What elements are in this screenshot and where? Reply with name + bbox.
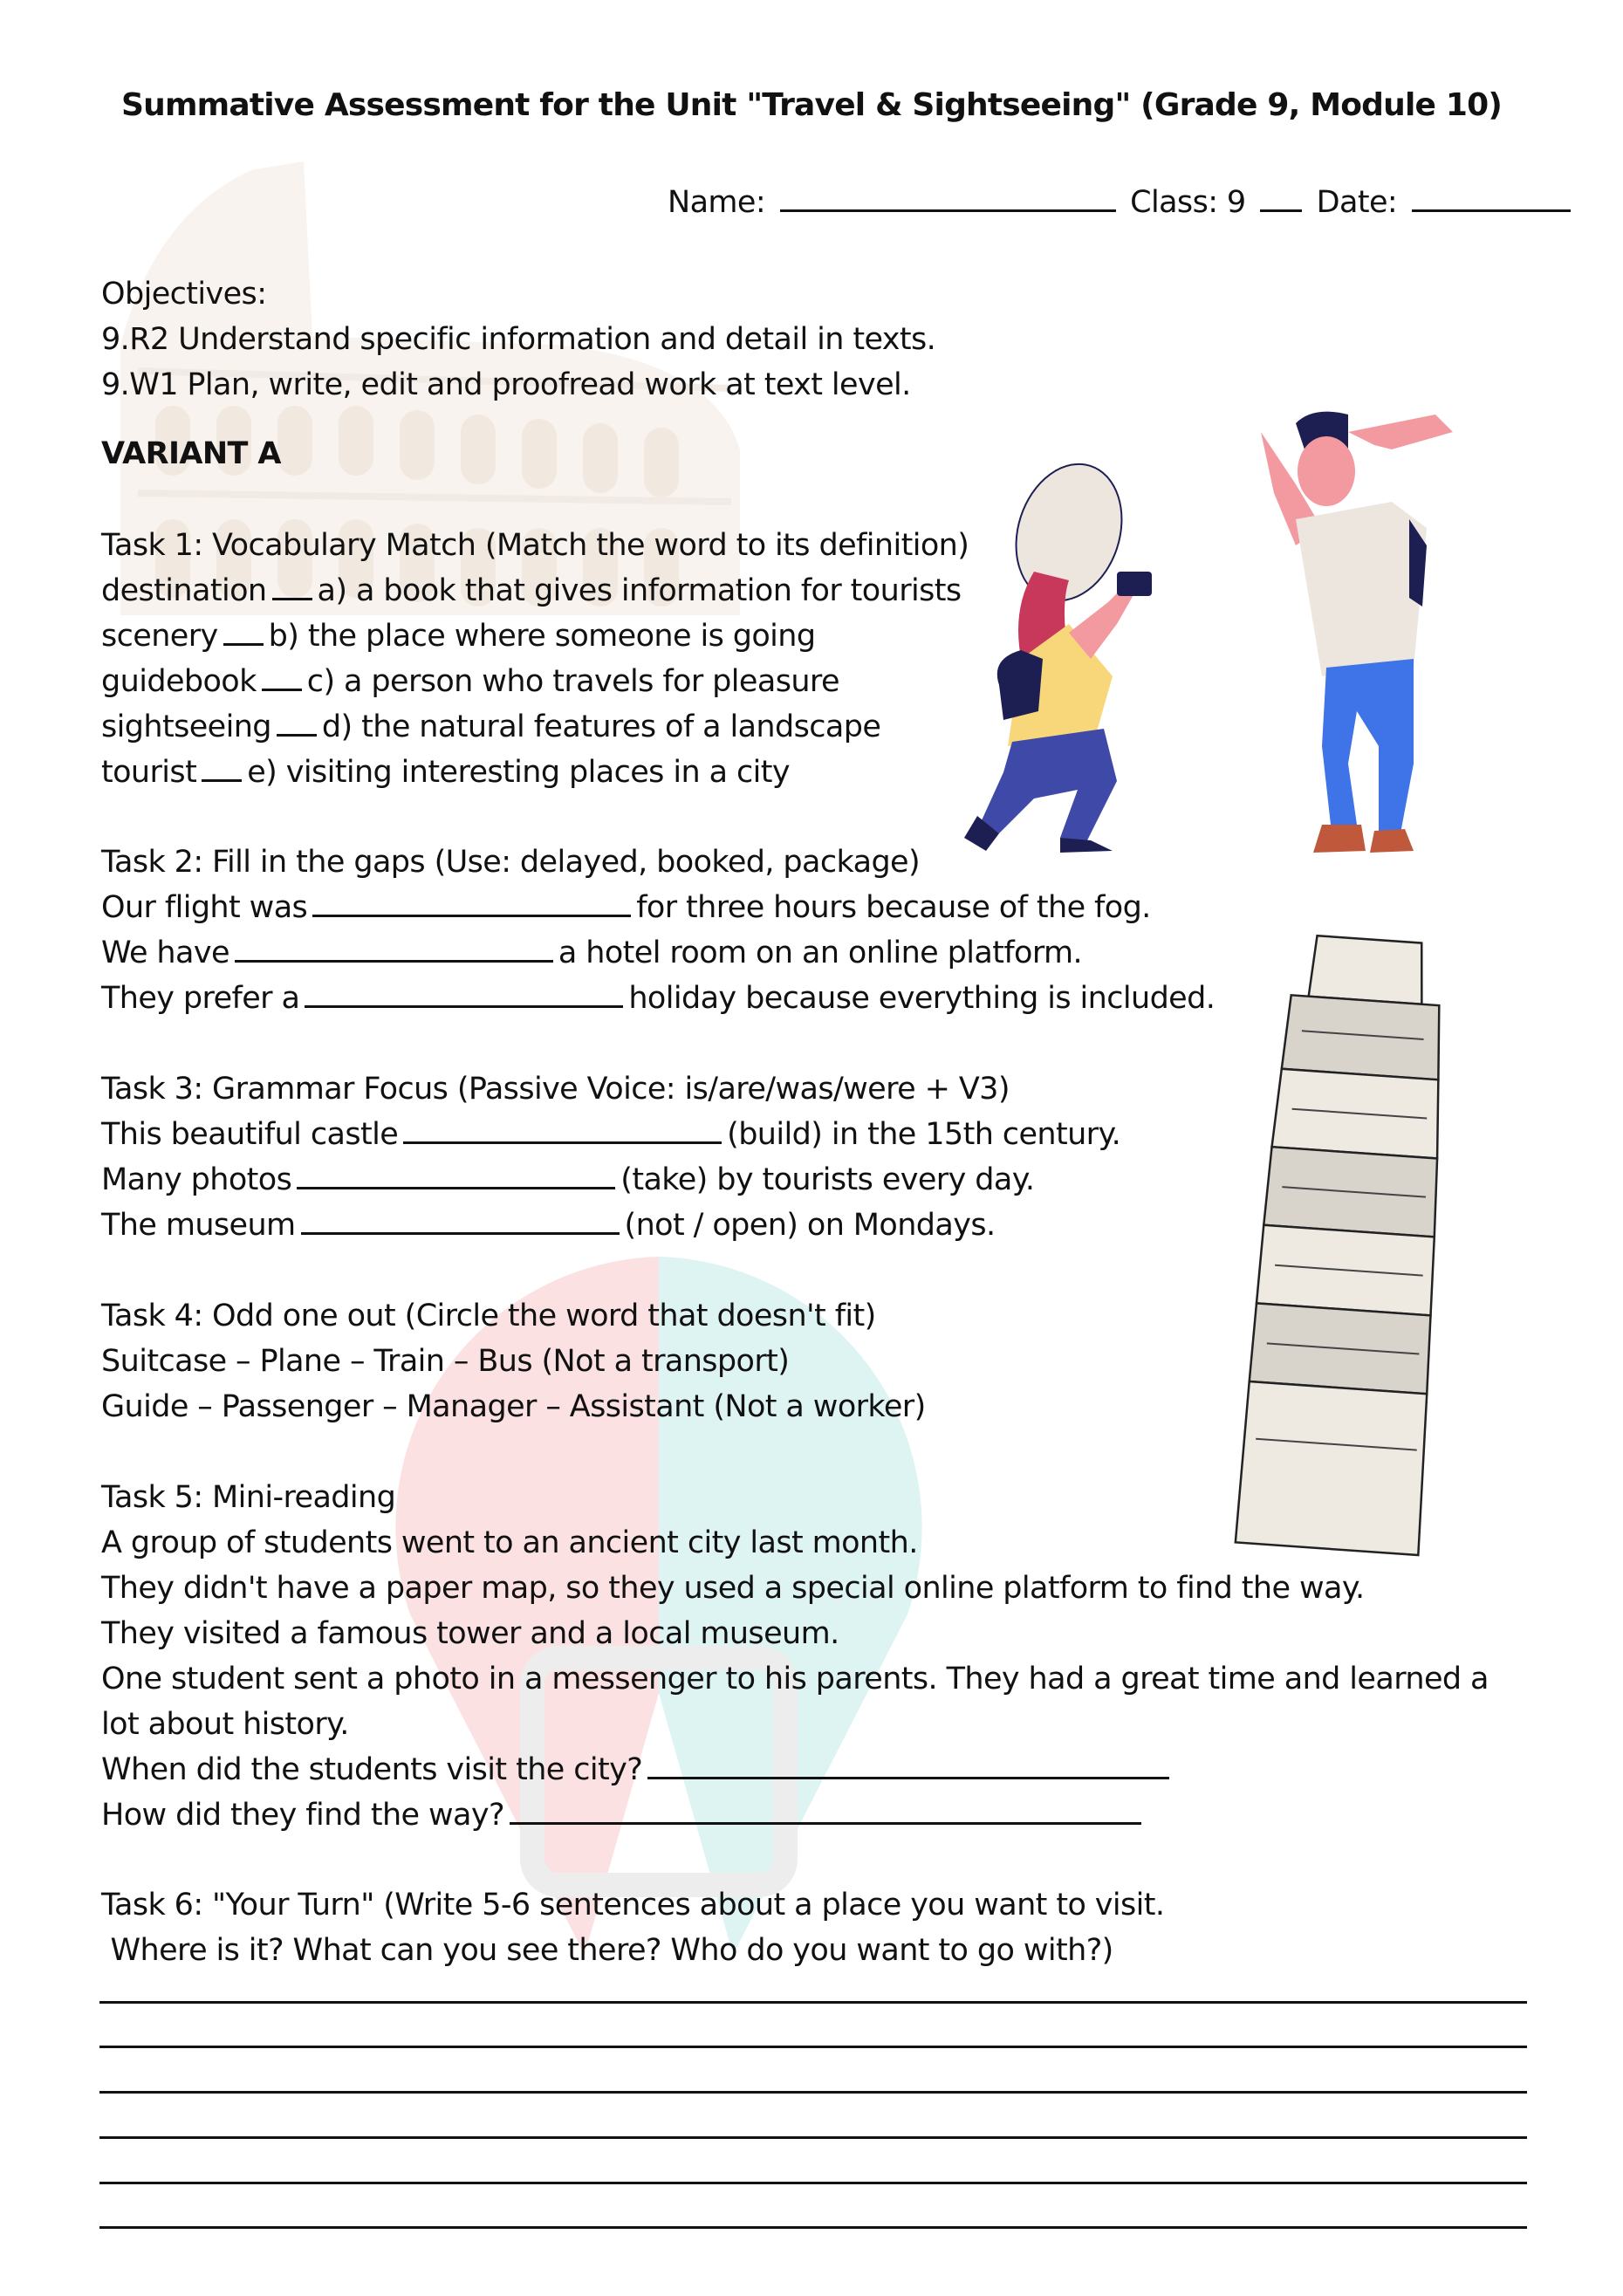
sentence-end: holiday because everything is included. [628, 981, 1216, 1016]
sentence-end: for three hours because of the fog. [636, 890, 1151, 925]
sentence-start: Many photos [101, 1162, 292, 1197]
task4-heading: Task 4: Odd one out (Circle the word that doesn't fit) [101, 1299, 876, 1333]
task1-definition: a) a book that gives information for tourists [317, 573, 962, 608]
task3-row [101, 1112, 1120, 1157]
tourists-illustration [938, 397, 1496, 868]
gap-blank[interactable] [403, 1112, 722, 1144]
name-label: Name: [668, 185, 766, 220]
task6-heading: Task 6: "Your Turn" (Write 5-6 sentences about a place you want to visit. [101, 1888, 1165, 1922]
man-posing-figure [1261, 412, 1453, 853]
student-info-row [668, 180, 1576, 225]
woman-photographer-figure [964, 450, 1152, 853]
reading-line: They didn't have a paper map, so they used a special online platform to find the way. [101, 1571, 1365, 1606]
sentence-start: Our flight was [101, 890, 308, 925]
variant-label: VARIANT A [101, 436, 281, 471]
writing-line[interactable] [99, 2182, 1527, 2184]
reading-line: lot about history. [101, 1707, 349, 1742]
writing-line[interactable] [99, 2001, 1527, 2004]
date-label: Date: [1316, 185, 1398, 220]
task1-definition: d) the natural features of a landscape [321, 709, 881, 744]
sentence-end: (build) in the 15th century. [727, 1117, 1121, 1152]
sentence-start: This beautiful castle [101, 1117, 399, 1152]
task1-row [101, 704, 880, 750]
task1-row [101, 613, 815, 659]
task1-heading: Task 1: Vocabulary Match (Match the word to its definition) [101, 528, 969, 563]
answer-blank[interactable] [510, 1792, 1141, 1825]
task1-word: destination [101, 573, 267, 608]
task1-word: scenery [101, 619, 218, 654]
writing-line[interactable] [99, 2136, 1527, 2139]
objectives-heading: Objectives: [101, 277, 267, 312]
task3-heading: Task 3: Grammar Focus (Passive Voice: is/are/was/were + V3) [101, 1072, 1010, 1107]
task2-row [101, 930, 1082, 976]
task1-definition: b) the place where someone is going [268, 619, 816, 654]
task1-row [101, 659, 839, 704]
task1-word: sightseeing [101, 709, 271, 744]
task4-row[interactable]: Suitcase – Plane – Train – Bus (Not a transport) [101, 1344, 790, 1379]
task1-definition: c) a person who travels for pleasure [306, 664, 839, 699]
task1-word: tourist [101, 755, 197, 790]
match-blank[interactable] [223, 613, 264, 646]
task3-row [101, 1203, 996, 1248]
gap-blank[interactable] [301, 1203, 620, 1235]
worksheet-title: Summative Assessment for the Unit "Travel & Sightseeing" (Grade 9, Module 10) [120, 87, 1502, 123]
question-text: When did the students visit the city? [101, 1752, 643, 1787]
writing-line[interactable] [99, 2046, 1527, 2048]
gap-blank[interactable] [305, 976, 623, 1008]
writing-line[interactable] [99, 2226, 1527, 2229]
match-blank[interactable] [277, 704, 317, 737]
reading-line: One student sent a photo in a messenger to his parents. They had a great time and learned a [101, 1662, 1489, 1696]
reading-line: A group of students went to an ancient city last month. [101, 1525, 918, 1560]
question-text: How did they find the way? [101, 1798, 504, 1833]
task4-row[interactable]: Guide – Passenger – Manager – Assistant (Not a worker) [101, 1389, 926, 1424]
task2-heading: Task 2: Fill in the gaps (Use: delayed, booked, package) [101, 845, 921, 880]
answer-blank[interactable] [647, 1747, 1169, 1779]
gap-blank[interactable] [312, 885, 631, 917]
task1-definition: e) visiting interesting places in a city [247, 755, 790, 790]
match-blank[interactable] [272, 568, 312, 600]
objective-item: 9.R2 Understand specific information and detail in texts. [101, 322, 936, 357]
sentence-start: They prefer a [101, 981, 300, 1016]
task5-heading: Task 5: Mini-reading [101, 1480, 396, 1515]
task2-row [101, 976, 1215, 1021]
task6-subheading: Where is it? What can you see there? Who do you want to go with?) [101, 1933, 1113, 1968]
class-label: Class: 9 [1130, 185, 1246, 220]
match-blank[interactable] [202, 750, 242, 782]
task1-row [101, 568, 962, 613]
task2-row [101, 885, 1151, 930]
match-blank[interactable] [262, 659, 302, 691]
task1-row [101, 750, 790, 795]
name-field[interactable] [780, 180, 1116, 212]
gap-blank[interactable] [297, 1157, 615, 1189]
task1-word: guidebook [101, 664, 257, 699]
task3-row [101, 1157, 1034, 1203]
question-row [101, 1747, 1174, 1792]
sentence-end: (take) by tourists every day. [620, 1162, 1035, 1197]
reading-line: They visited a famous tower and a local museum. [101, 1616, 839, 1651]
question-row [101, 1792, 1147, 1838]
class-field[interactable] [1260, 180, 1302, 212]
leaning-tower-illustration [1226, 921, 1457, 1566]
sentence-end: (not / open) on Mondays. [624, 1208, 996, 1243]
date-field[interactable] [1412, 180, 1571, 212]
sentence-start: We have [101, 936, 229, 970]
objective-item: 9.W1 Plan, write, edit and proofread work at text level. [101, 367, 911, 402]
sentence-end: a hotel room on an online platform. [558, 936, 1083, 970]
sentence-start: The museum [101, 1208, 296, 1243]
writing-line[interactable] [99, 2091, 1527, 2094]
gap-blank[interactable] [235, 930, 553, 963]
